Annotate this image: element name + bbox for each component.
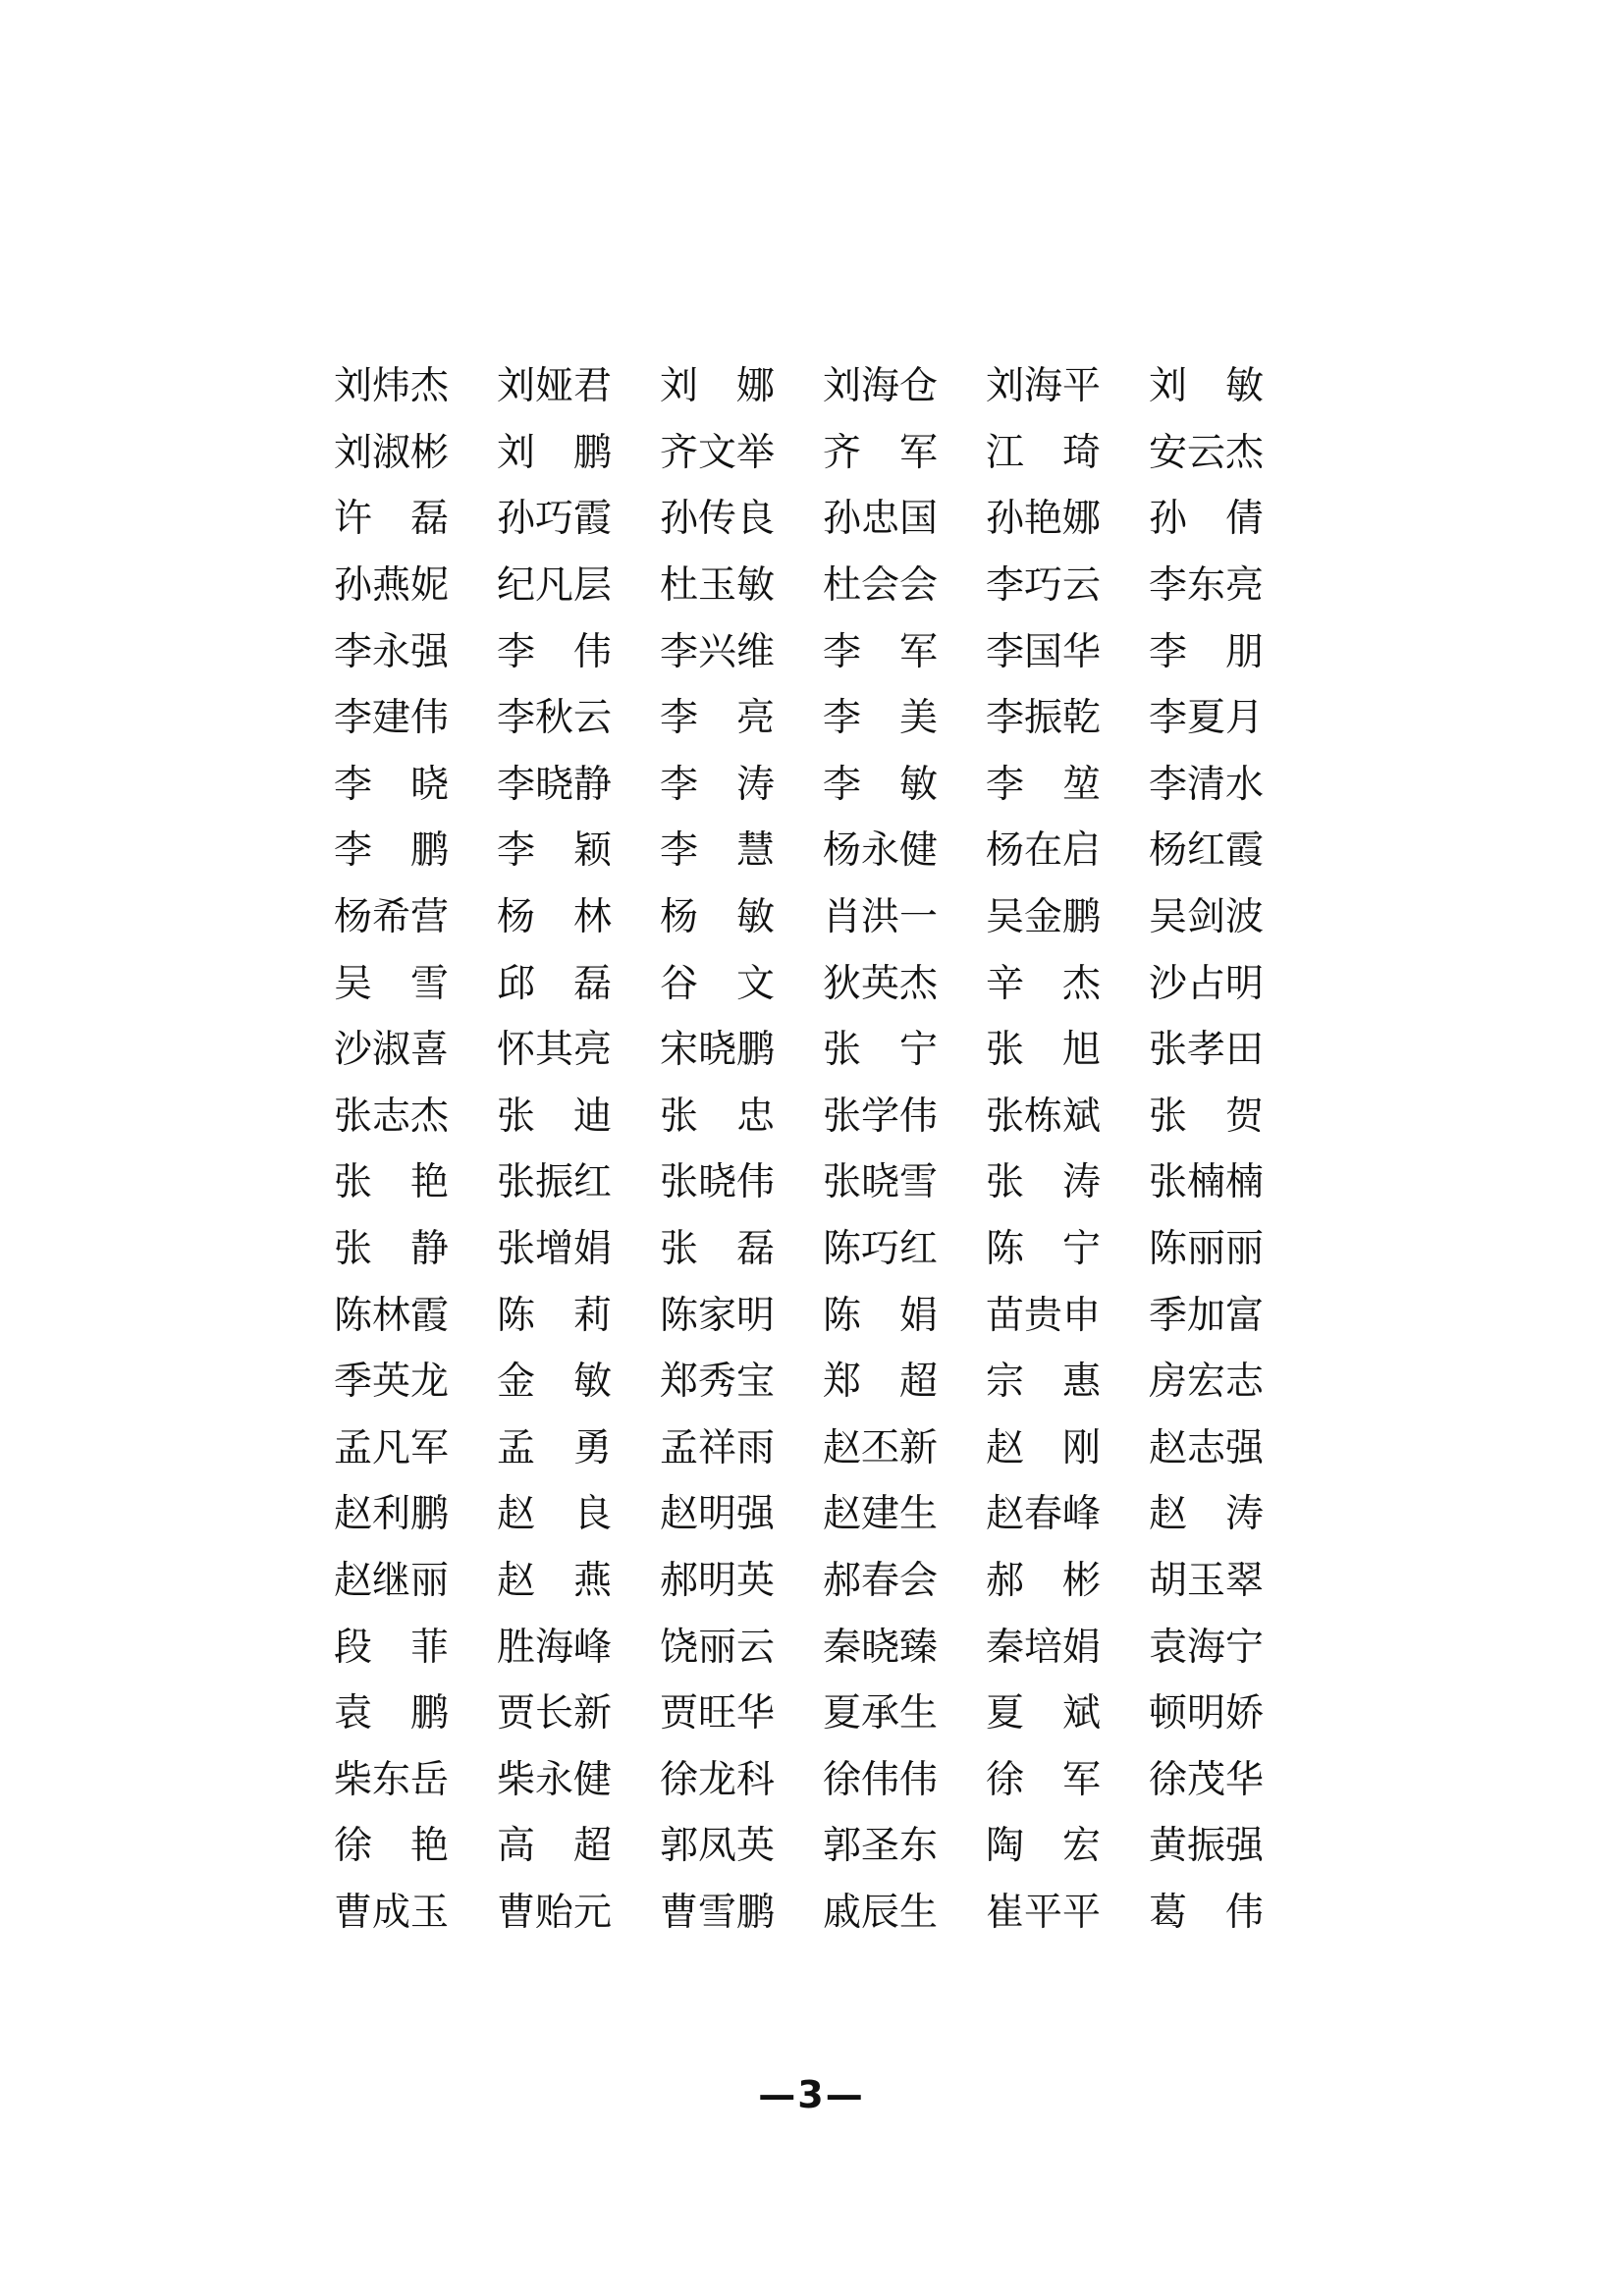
name-entry: 郑秀宝	[660, 1360, 776, 1405]
name-list	[334, 353, 1296, 1946]
name-entry: 陈 娟	[823, 1293, 939, 1338]
name-entry: 张 宁	[823, 1028, 939, 1073]
name-entry: 邱 磊	[497, 961, 613, 1006]
name-entry: 赵 良	[497, 1492, 613, 1537]
name-entry: 李永强	[334, 629, 450, 674]
name-entry: 李 美	[823, 696, 939, 741]
name-entry: 张 艳	[334, 1160, 450, 1205]
name-entry: 张 涛	[986, 1160, 1102, 1205]
name-entry: 许 磊	[334, 497, 450, 542]
name-entry: 孙艳娜	[986, 497, 1102, 542]
name-entry: 杨 敏	[660, 895, 776, 940]
name-entry: 杜会会	[823, 563, 939, 609]
name-entry: 孟 勇	[497, 1425, 613, 1470]
name-entry: 孟凡军	[334, 1425, 450, 1470]
name-entry: 曹贻元	[497, 1890, 613, 1935]
name-entry: 徐龙科	[660, 1757, 776, 1802]
name-entry: 张学伟	[823, 1094, 939, 1139]
name-entry: 徐 艳	[334, 1824, 450, 1869]
name-entry: 黄振强	[1149, 1824, 1265, 1869]
name-entry: 赵继丽	[334, 1558, 450, 1603]
name-entry: 李 亮	[660, 696, 776, 741]
name-entry: 柴永健	[497, 1757, 613, 1802]
name-entry: 杨红霞	[1149, 828, 1265, 874]
name-entry: 徐伟伟	[823, 1757, 939, 1802]
name-entry: 张 磊	[660, 1227, 776, 1272]
name-entry: 张 迪	[497, 1094, 613, 1139]
name-entry: 陈巧红	[823, 1227, 939, 1272]
name-entry: 赵丕新	[823, 1425, 939, 1470]
page-number: —3—	[758, 2073, 865, 2116]
name-entry: 怀其亮	[497, 1028, 613, 1073]
name-entry: 李东亮	[1149, 563, 1265, 609]
name-entry: 刘淑彬	[334, 430, 450, 475]
name-entry: 徐 军	[986, 1757, 1102, 1802]
name-entry: 杨 林	[497, 895, 613, 940]
name-entry: 赵明强	[660, 1492, 776, 1537]
name-entry: 辛 杰	[986, 961, 1102, 1006]
name-entry: 张增娟	[497, 1227, 613, 1272]
name-entry: 杜玉敏	[660, 563, 776, 609]
name-entry: 秦培娟	[986, 1625, 1102, 1670]
name-entry: 张晓雪	[823, 1160, 939, 1205]
name-entry: 房宏志	[1149, 1360, 1265, 1405]
name-entry: 李晓静	[497, 762, 613, 807]
name-entry: 杨在启	[986, 828, 1102, 874]
name-entry: 段 菲	[334, 1625, 450, 1670]
name-entry: 吴金鹏	[986, 895, 1102, 940]
name-entry: 郝 彬	[986, 1558, 1102, 1603]
name-entry: 纪凡层	[497, 563, 613, 609]
name-entry: 齐文举	[660, 430, 776, 475]
name-entry: 季英龙	[334, 1360, 450, 1405]
name-entry: 金 敏	[497, 1360, 613, 1405]
name-entry: 刘娅君	[497, 364, 613, 409]
name-entry: 孙巧霞	[497, 497, 613, 542]
name-entry: 刘海平	[986, 364, 1102, 409]
name-entry: 江 琦	[986, 430, 1102, 475]
name-entry: 沙淑喜	[334, 1028, 450, 1073]
name-entry: 刘海仓	[823, 364, 939, 409]
name-entry: 赵 涛	[1149, 1492, 1265, 1537]
name-entry: 狄英杰	[823, 961, 939, 1006]
name-entry: 李 军	[823, 629, 939, 674]
name-entry: 徐茂华	[1149, 1757, 1265, 1802]
name-entry: 曹成玉	[334, 1890, 450, 1935]
name-entry: 葛 伟	[1149, 1890, 1265, 1935]
name-entry: 饶丽云	[660, 1625, 776, 1670]
name-entry: 陈家明	[660, 1293, 776, 1338]
name-entry: 崔平平	[986, 1890, 1102, 1935]
name-entry: 宗 惠	[986, 1360, 1102, 1405]
name-entry: 顿明娇	[1149, 1691, 1265, 1736]
name-entry: 赵利鹏	[334, 1492, 450, 1537]
name-entry: 沙占明	[1149, 961, 1265, 1006]
name-entry: 张 忠	[660, 1094, 776, 1139]
name-entry: 郭凤英	[660, 1824, 776, 1869]
name-entry: 张志杰	[334, 1094, 450, 1139]
name-entry: 李 颖	[497, 828, 613, 874]
name-entry: 刘 娜	[660, 364, 776, 409]
name-entry: 孙燕妮	[334, 563, 450, 609]
name-entry: 李秋云	[497, 696, 613, 741]
name-entry: 安云杰	[1149, 430, 1265, 475]
name-entry: 袁海宁	[1149, 1625, 1265, 1670]
name-entry: 胜海峰	[497, 1625, 613, 1670]
name-entry: 杨永健	[823, 828, 939, 874]
name-entry: 刘 鹏	[497, 430, 613, 475]
name-entry: 曹雪鹏	[660, 1890, 776, 1935]
name-entry: 陈林霞	[334, 1293, 450, 1338]
name-entry: 张晓伟	[660, 1160, 776, 1205]
name-entry: 赵 燕	[497, 1558, 613, 1603]
name-entry: 秦晓臻	[823, 1625, 939, 1670]
name-entry: 张 静	[334, 1227, 450, 1272]
name-entry: 宋晓鹏	[660, 1028, 776, 1073]
name-entry: 李振乾	[986, 696, 1102, 741]
name-entry: 孙传良	[660, 497, 776, 542]
name-entry: 陈 莉	[497, 1293, 613, 1338]
name-entry: 李 涛	[660, 762, 776, 807]
name-entry: 谷 文	[660, 961, 776, 1006]
name-entry: 李巧云	[986, 563, 1102, 609]
name-entry: 郝春会	[823, 1558, 939, 1603]
name-entry: 李 鹏	[334, 828, 450, 874]
name-entry: 贾长新	[497, 1691, 613, 1736]
name-entry: 李 伟	[497, 629, 613, 674]
name-entry: 胡玉翠	[1149, 1558, 1265, 1603]
name-entry: 苗贵申	[986, 1293, 1102, 1338]
name-entry: 高 超	[497, 1824, 613, 1869]
name-entry: 张振红	[497, 1160, 613, 1205]
name-entry: 张 贺	[1149, 1094, 1265, 1139]
name-entry: 李清水	[1149, 762, 1265, 807]
name-entry: 赵建生	[823, 1492, 939, 1537]
name-entry: 陈丽丽	[1149, 1227, 1265, 1272]
name-entry: 孟祥雨	[660, 1425, 776, 1470]
name-entry: 张孝田	[1149, 1028, 1265, 1073]
name-entry: 杨希营	[334, 895, 450, 940]
name-entry: 贾旺华	[660, 1691, 776, 1736]
name-entry: 赵春峰	[986, 1492, 1102, 1537]
name-entry: 陈 宁	[986, 1227, 1102, 1272]
name-entry: 肖洪一	[823, 895, 939, 940]
name-entry: 郭圣东	[823, 1824, 939, 1869]
name-entry: 季加富	[1149, 1293, 1265, 1338]
name-entry: 吴剑波	[1149, 895, 1265, 940]
name-entry: 李 敏	[823, 762, 939, 807]
name-entry: 李兴维	[660, 629, 776, 674]
name-entry: 孙 倩	[1149, 497, 1265, 542]
name-entry: 陶 宏	[986, 1824, 1102, 1869]
name-entry: 李建伟	[334, 696, 450, 741]
name-entry: 袁 鹏	[334, 1691, 450, 1736]
name-entry: 李国华	[986, 629, 1102, 674]
name-entry: 郝明英	[660, 1558, 776, 1603]
name-entry: 刘炜杰	[334, 364, 450, 409]
name-entry: 张栋斌	[986, 1094, 1102, 1139]
name-entry: 柴东岳	[334, 1757, 450, 1802]
name-entry: 吴 雪	[334, 961, 450, 1006]
name-entry: 孙忠国	[823, 497, 939, 542]
name-entry: 戚辰生	[823, 1890, 939, 1935]
name-entry: 张 旭	[986, 1028, 1102, 1073]
name-entry: 夏承生	[823, 1691, 939, 1736]
name-entry: 李 堃	[986, 762, 1102, 807]
name-entry: 赵 刚	[986, 1425, 1102, 1470]
name-entry: 齐 军	[823, 430, 939, 475]
name-entry: 李 慧	[660, 828, 776, 874]
name-entry: 张楠楠	[1149, 1160, 1265, 1205]
name-entry: 李夏月	[1149, 696, 1265, 741]
name-entry: 夏 斌	[986, 1691, 1102, 1736]
name-entry: 郑 超	[823, 1360, 939, 1405]
name-entry: 刘 敏	[1149, 364, 1265, 409]
name-entry: 李 朋	[1149, 629, 1265, 674]
name-entry: 李 晓	[334, 762, 450, 807]
name-entry: 赵志强	[1149, 1425, 1265, 1470]
